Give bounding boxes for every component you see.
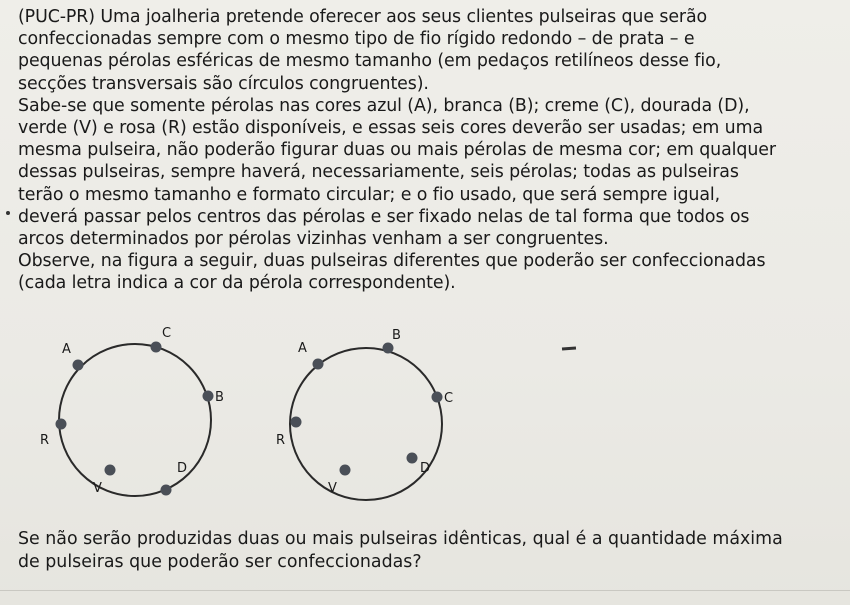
pearl-r [56,419,67,430]
pearl-b [383,343,394,354]
pearl-label-r: R [40,433,50,448]
problem-line: arcos determinados por pérolas vizinhas venham a ser congruentes. [18,229,609,250]
pearl-label-v: V [328,481,337,496]
pearl-label-v: V [93,481,102,496]
problem-statement [18,6,838,295]
pearl-label-d: D [420,461,431,476]
problem-line: pequenas pérolas esféricas de mesmo tamanho (em pedaços retilíneos desse fio, [18,51,722,72]
problem-line: deverá passar pelos centros das pérolas e ser fixado nelas de tal forma que todos os [18,206,750,227]
problem-line: verde (V) e rosa (R) estão disponíveis, e essas seis cores deverão ser usadas; em uma [18,118,764,139]
problem-line: (PUC-PR) Uma joalheria pretende oferecer aos seus clientes pulseiras que serão [18,7,708,27]
bracelets-figure [0,320,850,520]
pearl-label-a: A [298,341,307,356]
pearl-a [73,360,84,371]
question [18,528,838,573]
question-line: Se não serão produzidas duas ou mais pulseiras idênticas, qual é a quantidade máxima [18,529,783,549]
pearl-r [291,417,302,428]
problem-line: confeccionadas sempre com o mesmo tipo de fio rígido redondo – de prata – e [18,29,695,50]
bracelet-1 [40,326,224,496]
problem-line: secções transversais são círculos congruentes). [18,73,429,94]
question-line: de pulseiras que poderão ser confeccionadas? [18,551,422,572]
pearl-label-a: A [62,342,71,357]
pearl-label-b: B [392,328,401,343]
pearl-d [407,453,418,464]
pearl-c [151,342,162,353]
margin-dot [6,211,10,215]
pearl-v [105,465,116,476]
problem-line: dessas pulseiras, sempre haverá, necessariamente, seis pérolas; todas as pulseiras [18,162,739,183]
pearl-label-d: D [177,461,188,476]
pearl-label-c: C [162,326,172,341]
divider [0,590,850,591]
problem-line: mesma pulseira, não poderão figurar duas ou mais pérolas de mesma cor; em qualquer [18,140,776,161]
pearl-a [313,359,324,370]
problem-line: Sabe-se que somente pérolas nas cores azul (A), branca (B); creme (C), dourada (D), [18,95,750,116]
problem-line: terão o mesmo tamanho e formato circular; e o fio usado, que será sempre igual, [18,184,721,205]
pearl-c [432,392,443,403]
bracelet-2-wire [290,348,442,500]
pearl-b [203,391,214,402]
problem-line: (cada letra indica a cor da pérola correspondente). [18,273,456,294]
pearl-label-b: B [215,390,224,405]
pearl-v [340,465,351,476]
problem-line: Observe, na figura a seguir, duas pulseiras diferentes que poderão ser confeccionadas [18,251,766,272]
pearl-label-r: R [276,433,286,448]
pearl-d [161,485,172,496]
pearl-label-c: C [444,391,454,406]
bracelet-2 [276,328,453,500]
